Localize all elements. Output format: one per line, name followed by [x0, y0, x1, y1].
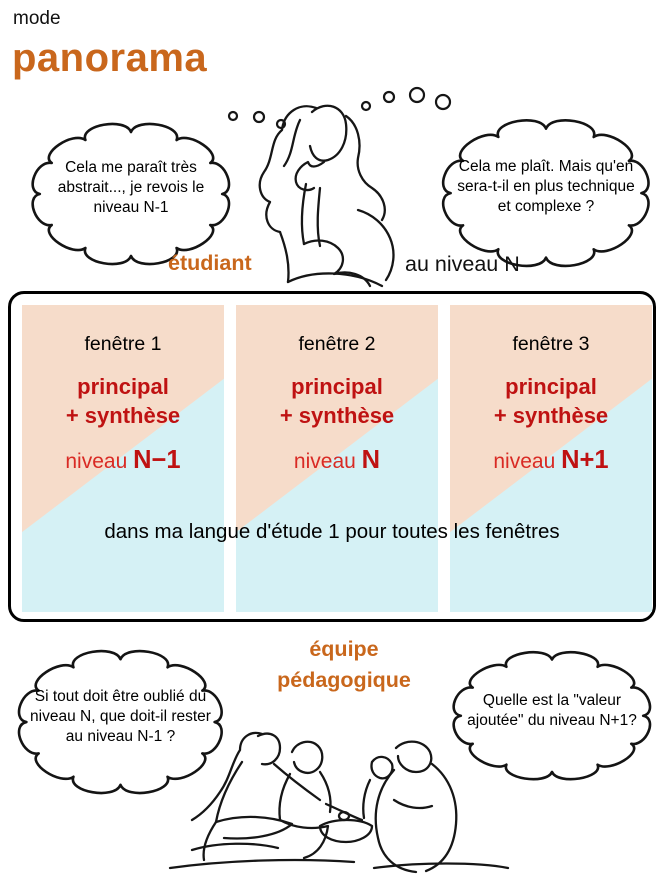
window-main-line2: + synthèse: [493, 403, 609, 429]
window-title: fenêtre 1: [84, 333, 162, 355]
level-label: niveau: [65, 450, 128, 474]
fenetre-3-panel: [450, 305, 652, 612]
window-level: [22, 446, 224, 475]
thought-text: Cela me plaît. Mais qu'en sera-t-il en plus technique et complexe ?: [457, 158, 635, 215]
panel-footer-text: dans ma langue d'étude 1 pour toutes les fenêtres: [104, 520, 560, 543]
level-value: N: [361, 446, 381, 475]
etudiant-label: étudiant: [168, 251, 252, 275]
window-main-line1: principal: [291, 374, 383, 399]
window-main-line2: + synthèse: [279, 403, 395, 429]
window-main-line1: principal: [505, 374, 597, 399]
thought-trail-dots: [229, 88, 450, 128]
thought-bubble-bottom-right: [443, 645, 661, 781]
window-main-line2: + synthèse: [65, 403, 181, 429]
thought-bubble-top-left: [22, 116, 240, 266]
level-label: niveau: [493, 450, 556, 474]
window-level: [450, 446, 652, 475]
fenetre-2-panel: [236, 305, 438, 612]
thought-bubble-top-right: [432, 112, 660, 268]
equipe-pedagogique-label: équipe pédagogique: [277, 637, 411, 692]
thought-text: Quelle est la "valeur ajoutée" du niveau N+1?: [467, 692, 637, 729]
window-title: fenêtre 3: [512, 333, 590, 355]
student-figure: [260, 106, 394, 286]
fenetre-1-panel: [22, 305, 224, 612]
thought-text: Cela me paraît très abstrait..., je revois le niveau N-1: [57, 159, 205, 216]
page-title: panorama: [12, 36, 208, 80]
window-title: fenêtre 2: [298, 333, 376, 355]
mode-label: mode: [13, 8, 61, 29]
level-label: niveau: [293, 450, 356, 474]
thought-bubble-bottom-left: [8, 643, 233, 795]
thought-text: Si tout doit être oublié du niveau N, que doit-il rester au niveau N-1 ?: [30, 688, 211, 745]
au-niveau-label: au niveau N: [405, 252, 520, 276]
panorama-panel: [8, 291, 656, 622]
level-value: N−1: [133, 446, 181, 475]
window-level: [236, 446, 438, 475]
level-value: N+1: [561, 446, 609, 475]
window-main-line1: principal: [77, 374, 169, 399]
